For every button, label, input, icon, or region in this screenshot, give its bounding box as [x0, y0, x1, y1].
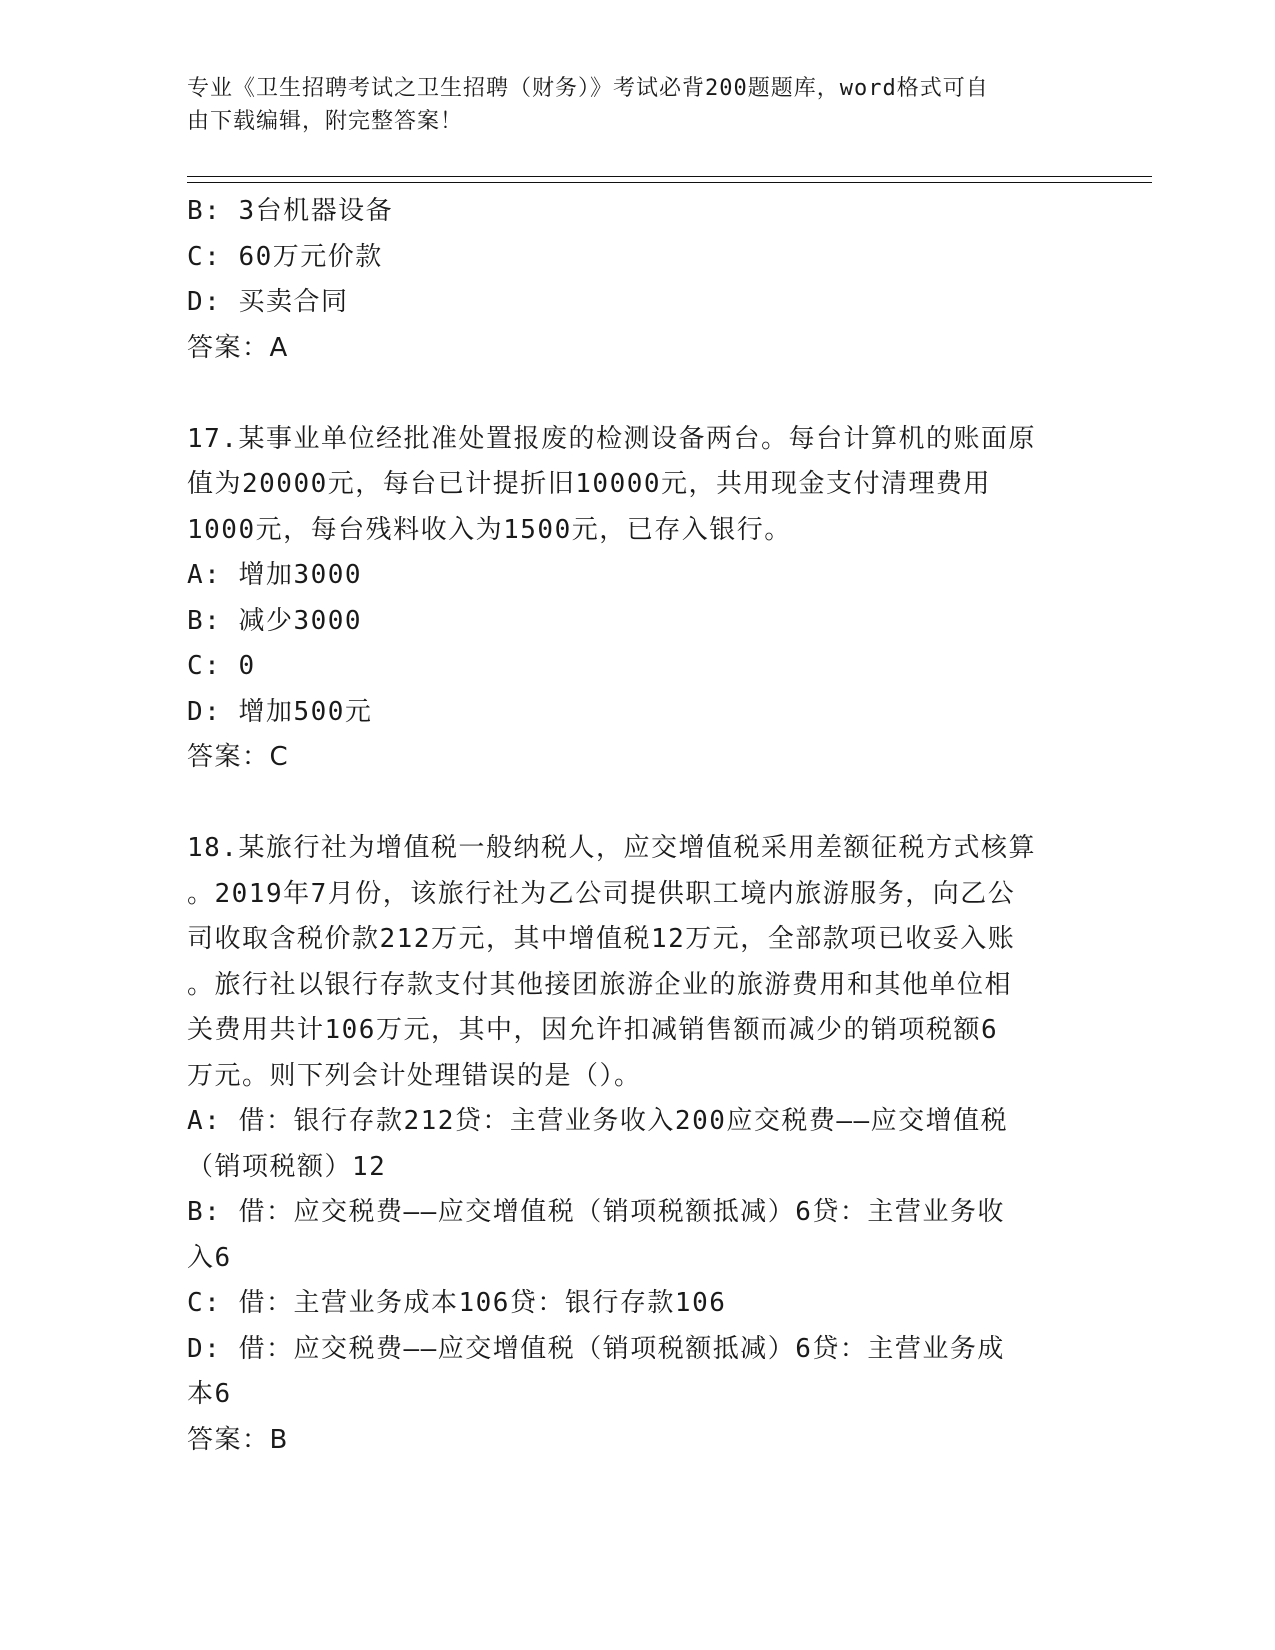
option-a: A: 增加3000: [187, 560, 363, 590]
option-b: B: 3台机器设备: [187, 196, 394, 226]
question-stem: 17.某事业单位经批准处置报废的检测设备两台。每台计算机的账面原: [187, 423, 1036, 454]
option-d: D: 增加500元: [187, 696, 373, 727]
question-stem: 。2019年7月份，该旅行社为乙公司提供职工境内旅游服务，向乙公: [187, 878, 1016, 909]
option-d-continued: 本6: [187, 1379, 232, 1409]
question-spacer: [187, 371, 1067, 417]
question-stem: 万元。则下列会计处理错误的是（）。: [187, 1060, 642, 1091]
header-title-line-2: 由下载编辑，附完整答案！: [187, 109, 464, 134]
question-stem: 18.某旅行社为增值税一般纳税人，应交增值税采用差额征税方式核算: [187, 833, 1036, 863]
answer-label: 答案：B: [187, 1424, 289, 1455]
answer-label: 答案：C: [187, 742, 290, 772]
option-c: C: 0: [187, 651, 256, 681]
document-header: [187, 72, 1067, 138]
question-stem: 关费用共计106万元，其中，因允许扣减销售额而减少的销项税额6: [187, 1015, 999, 1045]
question-17: [187, 417, 1067, 781]
option-c: C: 60万元价款: [187, 241, 383, 272]
option-b: B: 减少3000: [187, 605, 363, 636]
question-stem: 司收取含税价款212万元，其中增值税12万元，全部款项已收妥入账: [187, 924, 1016, 954]
question-stem: 。旅行社以银行存款支付其他接团旅游企业的旅游费用和其他单位相: [187, 969, 1013, 1000]
header-title-line-1: 专业《卫生招聘考试之卫生招聘（财务）》考试必背200题题库，word格式可自: [187, 76, 989, 101]
question-16-tail: [187, 189, 1067, 371]
option-b-continued: 入6: [187, 1242, 232, 1273]
answer-label: 答案：A: [187, 332, 289, 363]
option-a: A: 借：银行存款212贷：主营业务收入200应交税费——应交增值税: [187, 1106, 1009, 1136]
header-divider-bottom: [187, 182, 1152, 183]
option-b: B: 借：应交税费——应交增值税（销项税额抵减）6贷：主营业务收: [187, 1197, 1005, 1227]
question-18: [187, 826, 1067, 1463]
option-c: C: 借：主营业务成本106贷：银行存款106: [187, 1288, 727, 1318]
option-a-continued: （销项税额）12: [187, 1151, 387, 1182]
option-d: D: 买卖合同: [187, 287, 349, 317]
option-d: D: 借：应交税费——应交增值税（销项税额抵减）6贷：主营业务成: [187, 1333, 1005, 1364]
question-content: [187, 189, 1067, 1463]
question-spacer: [187, 781, 1067, 827]
question-stem: 值为20000元，每台已计提折旧10000元，共用现金支付清理费用: [187, 469, 992, 499]
header-divider-top: [187, 176, 1152, 177]
question-stem: 1000元，每台残料收入为1500元，已存入银行。: [187, 514, 792, 545]
